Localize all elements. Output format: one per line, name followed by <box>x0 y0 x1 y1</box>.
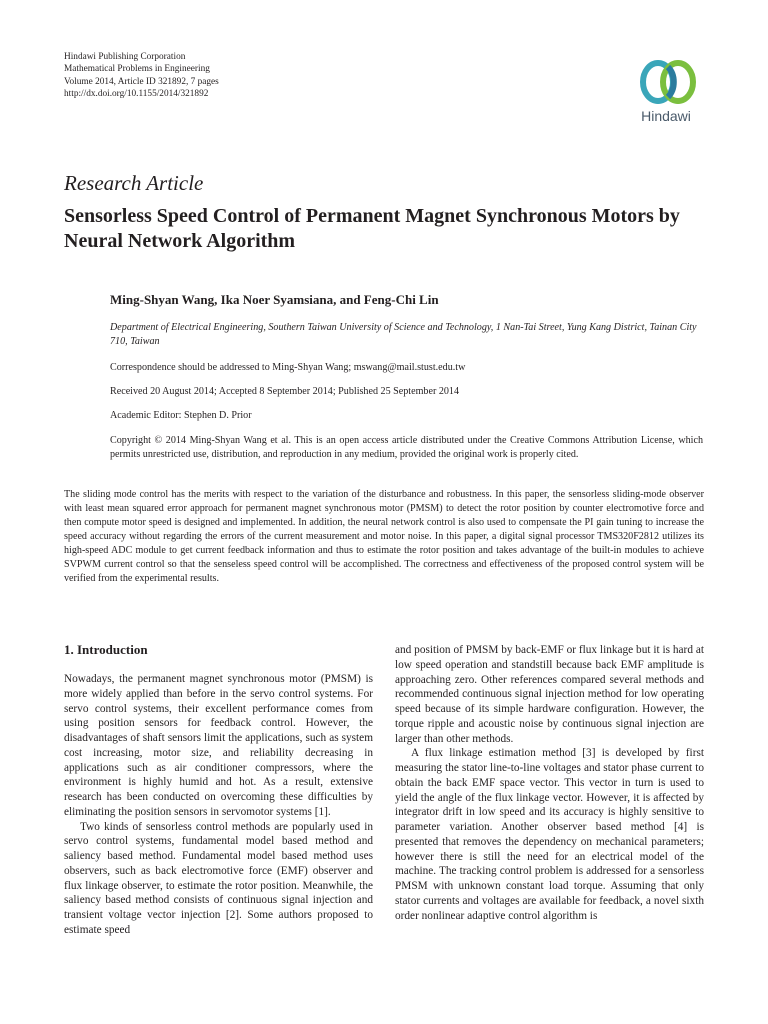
publication-dates: Received 20 August 2014; Accepted 8 September 2014; Published 25 September 2014 <box>110 386 460 397</box>
publisher-line: Hindawi Publishing Corporation <box>64 52 186 62</box>
copyright-notice: Copyright © 2014 Ming-Shyan Wang et al. This is an open access article distributed under the Creative Commons Attribution License, which permits unrestricted use, distribution, and reproduction in any medium, provided the original work is properly cited. <box>110 435 703 460</box>
academic-editor: Academic Editor: Stephen D. Prior <box>110 410 252 421</box>
section-heading: 1. Introduction <box>64 642 148 657</box>
affiliation: Department of Electrical Engineering, Southern Taiwan University of Science and Technology, 1 Nan-Tai Street, Yung Kang District, Tainan City 710, Taiwan <box>110 322 697 347</box>
volume-line: Volume 2014, Article ID 321892, 7 pages <box>64 76 219 87</box>
publication-header <box>64 51 219 101</box>
paragraph: and position of PMSM by back-EMF or flux linkage but it is hard at low speed operation and standstill because back EMF amplitude is approaching zero. Other references compared several methods and recommended continuous signal injection method for low operating speed because of its simple hardware configuration. However, the torque ripple and acoustic noise by continuous signal injection are larger than other methods. <box>395 644 704 745</box>
paragraph: Nowadays, the permanent magnet synchronous motor (PMSM) is more widely applied than before in the servo control systems. For servo control systems, their excellent performance comes from using position sensors for feedback control. However, the disadvantages of shaft sensors limit the applications, such as system cost increasing, motor size, and reliability decreasing in applications such as air conditioner compressors, where the environment is highly humid and hot. As a result, extensive research has been conducted on overcoming these difficulties by eliminating the position sensors in servomotor systems [1]. <box>64 673 373 818</box>
hindawi-rings-icon <box>636 58 700 106</box>
paper-title: Sensorless Speed Control of Permanent Magnet Synchronous Motors by Neural Network Algorithm <box>64 205 680 252</box>
author-list: Ming-Shyan Wang, Ika Noer Syamsiana, and Feng-Chi Lin <box>110 292 439 307</box>
right-column <box>395 643 704 923</box>
left-column <box>64 672 373 938</box>
paragraph: Two kinds of sensorless control methods are popularly used in servo control systems, fundamental model based method and saliency based method. Fundamental model based method uses observers, such as back electromotive force (EMF) observer and flux linkage observer, to estimate the rotor position. Meanwhile, the saliency based method consists of continuous signal injection and transient voltage vector injection [2]. Some authors proposed to estimate speed <box>64 820 373 936</box>
article-type: Research Article <box>64 171 204 195</box>
abstract: The sliding mode control has the merits with respect to the variation of the disturbance and robustness. In this paper, the sensorless sliding-mode observer with least mean squared error approach for permanent magnet synchronous motor (PMSM) to detect the rotor position by counter electromotive force and then compute motor speed is designed and implemented. In addition, the neural network control is also used to compensate the PI gain tuning to increase the speed accuracy without regarding the errors of the current measurement and motor noise. In this paper, a digital signal processor TMS320F2812 utilizes its high-speed ADC module to get current feedback information and thus to estimate the rotor position and takes advantage of the built-in modules to achieve SVPWM current control so that the senseless speed control will be accomplished. The correctness and effectiveness of the proposed control system will be verified from the experimental results. <box>64 489 704 584</box>
doi-line: http://dx.doi.org/10.1155/2014/321892 <box>64 89 209 100</box>
journal-line: Mathematical Problems in Engineering <box>64 64 210 75</box>
hindawi-logo <box>628 58 710 132</box>
paragraph: A flux linkage estimation method [3] is developed by first measuring the stator line-to-line voltages and stator phase current to obtain the back EMF space vector. This vector in turn is used to yield the angle of the flux linkage vector. However, it is affected by integrator drift in low speed and its accuracy is highly sensitive to parameter variation. Another observer based method [4] is presented that removes the dependency on mechanical parameters; however there is still the need for an electrical model of the machine. The tracking control problem is addressed for a sensorless PMSM with unknown constant load torque. Assuming that only stator currents and voltages are available for feedback, a novel sixth order nonlinear adaptive control algorithm is <box>395 747 704 922</box>
logo-text: Hindawi <box>641 108 691 124</box>
correspondence: Correspondence should be addressed to Ming-Shyan Wang; mswang@mail.stust.edu.tw <box>110 362 466 373</box>
